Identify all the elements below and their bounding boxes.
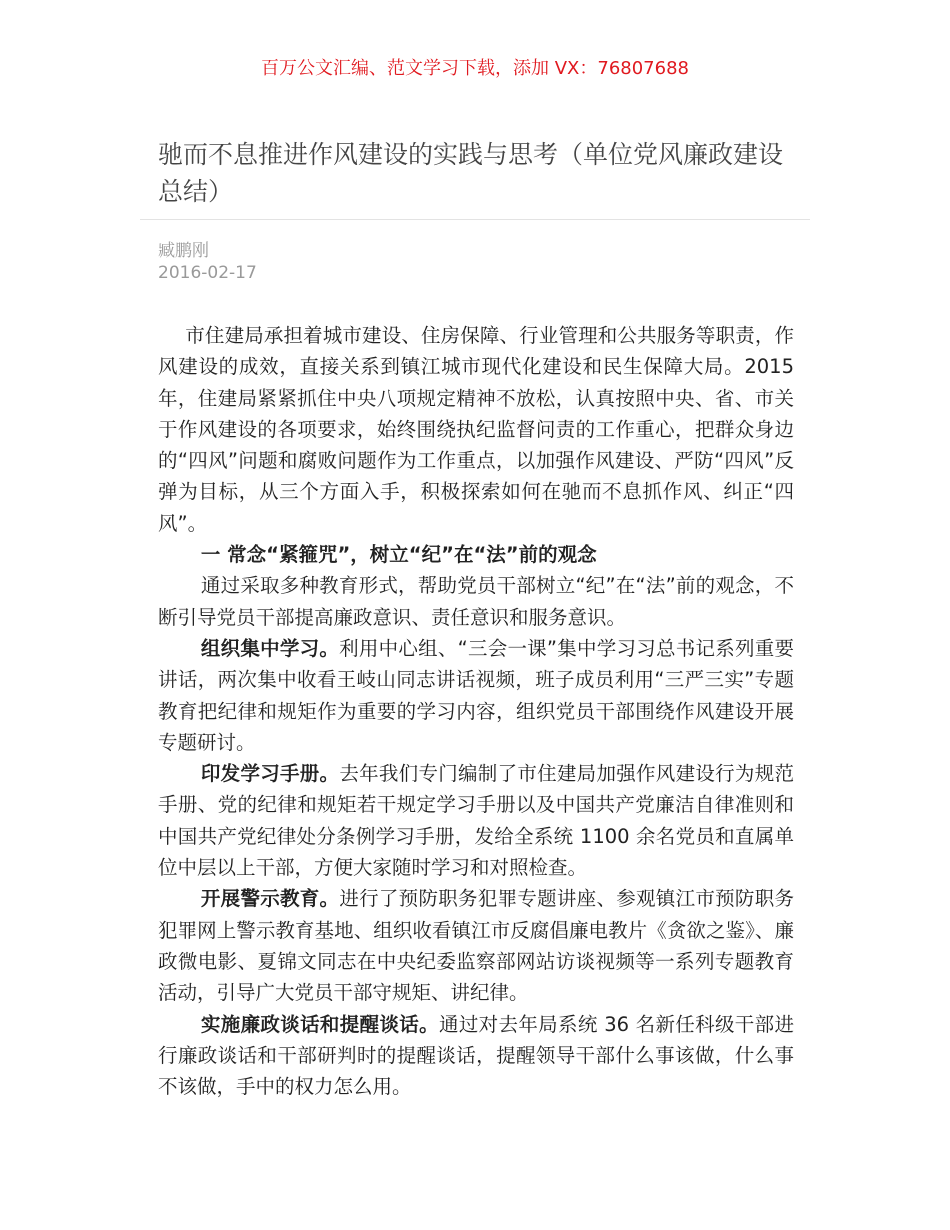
article-title: 驰而不息推进作风建设的实践与思考（单位党风廉政建设总结）	[158, 140, 784, 206]
section-heading: 一 常念“紧箍咒”，树立“纪”在“法”前的观念	[200, 543, 597, 567]
title-divider	[140, 219, 810, 220]
paragraph-lead: 开展警示教育。	[200, 887, 340, 911]
paragraph-warning-education	[158, 883, 794, 1008]
article-date: 2016-02-17	[158, 263, 257, 283]
intro-paragraph: 市住建局承担着城市建设、住房保障、行业管理和公共服务等职责，作风建设的成效，直接关系到镇江城市现代化建设和民生保障大局。2015 年，住建局紧紧抓住中央八项规定精神不放松，认真按照中央、省、市关于作风建设的各项要求，始终围绕执纪监督问责的工作重心，把群众身边的“四风”问题和腐败问题作为工作重点，以加强作风建设、严防“四风”反弹为目标，从三个方面入手，积极探索如何在驰而不息抓作风、纠正“四风”。	[158, 324, 794, 535]
paragraph-lead: 实施廉政谈话和提醒谈话。	[200, 1012, 439, 1036]
promo-banner: 百万公文汇编、范文学习下载，添加 VX：76807688	[261, 58, 689, 79]
paragraph-text: 通过对去年局系统 36 名新任科级干部进行廉政谈话和干部研判时的提醒谈话，提醒领导干部什么事该做，什么事不该做，手中的权力怎么用。	[158, 1012, 794, 1099]
paragraph-text: 去年我们专门编制了市住建局加强作风建设行为规范手册、党的纪律和规矩若干规定学习手册以及中国共产党廉洁自律准则和中国共产党纪律处分条例学习手册，发给全系统 1100 余名党员和直属单位中层以上干部，方便大家随时学习和对照检查。	[158, 762, 794, 880]
paragraph-handbook	[158, 758, 794, 883]
article-author: 臧鹏刚	[158, 241, 209, 261]
article-body	[158, 320, 794, 1102]
paragraph-talks	[158, 1009, 794, 1103]
paragraph-lead: 印发学习手册。	[200, 762, 340, 786]
paragraph-study	[158, 633, 794, 758]
section-intro-paragraph: 通过采取多种教育形式，帮助党员干部树立“纪”在“法”前的观念，不断引导党员干部提高廉政意识、责任意识和服务意识。	[158, 574, 794, 629]
paragraph-text: 进行了预防职务犯罪专题讲座、参观镇江市预防职务犯罪网上警示教育基地、组织收看镇江市反腐倡廉电教片《贪欲之鉴》、廉政微电影、夏锦文同志在中央纪委监察部网站访谈视频等一系列专题教育活动，引导广大党员干部守规矩、讲纪律。	[158, 887, 794, 1005]
paragraph-lead: 组织集中学习。	[200, 636, 340, 660]
paragraph-text: 利用中心组、“三会一课”集中学习习总书记系列重要讲话，两次集中收看王岐山同志讲话视频，班子成员利用“三严三实”专题教育把纪律和规矩作为重要的学习内容，组织党员干部围绕作风建设开展专题研讨。	[158, 636, 794, 754]
